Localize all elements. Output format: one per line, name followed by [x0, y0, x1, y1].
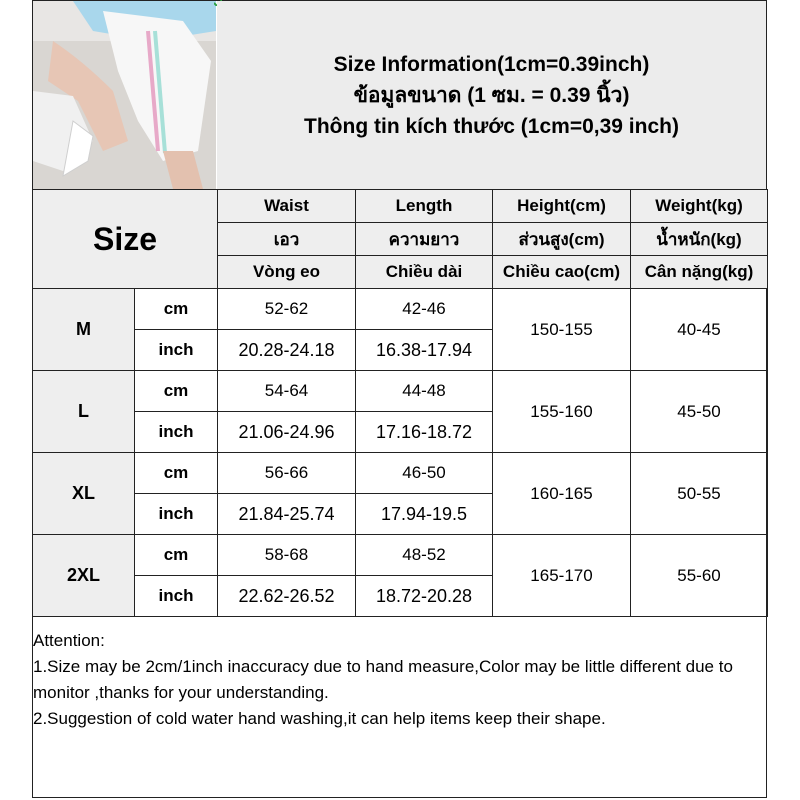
- waist-cm: 58-68: [218, 535, 356, 576]
- product-photo-illustration: [33, 1, 216, 189]
- col-waist-vi: Vòng eo: [218, 256, 356, 289]
- length-cm: 48-52: [356, 535, 493, 576]
- header-title-en: Size Information(1cm=0.39inch): [333, 52, 650, 76]
- size-column-header: Size: [33, 190, 218, 289]
- header-title-vi: Thông tin kích thước (1cm=0,39 inch): [304, 114, 679, 138]
- unit-inch: inch: [135, 576, 218, 617]
- length-inch: 17.94-19.5: [356, 494, 493, 535]
- length-cm: 42-46: [356, 289, 493, 330]
- waist-inch: 20.28-24.18: [218, 330, 356, 371]
- unit-inch: inch: [135, 412, 218, 453]
- unit-cm: cm: [135, 371, 218, 412]
- header-title-th: ข้อมูลขนาด (1 ซม. = 0.39 นิ้ว): [353, 83, 630, 107]
- col-height-en: Height(cm): [493, 190, 631, 223]
- height-value: 155-160: [493, 371, 631, 453]
- attention-notes: [33, 628, 763, 732]
- length-cm: 44-48: [356, 371, 493, 412]
- waist-inch: 22.62-26.52: [218, 576, 356, 617]
- attention-title: Attention:: [33, 631, 105, 650]
- weight-value: 45-50: [631, 371, 768, 453]
- col-height-vi: Chiều cao(cm): [493, 256, 631, 289]
- length-inch: 17.16-18.72: [356, 412, 493, 453]
- attention-note-1: 1.Size may be 2cm/1inch inaccuracy due to hand measure,Color may be little different due to monitor ,thanks for your understanding.: [33, 657, 733, 702]
- table-row: [33, 535, 768, 576]
- unit-cm: cm: [135, 289, 218, 330]
- size-table: [32, 189, 768, 617]
- waist-cm: 54-64: [218, 371, 356, 412]
- attention-note-2: 2.Suggestion of cold water hand washing,it can help items keep their shape.: [33, 709, 606, 728]
- waist-inch: 21.84-25.74: [218, 494, 356, 535]
- unit-cm: cm: [135, 453, 218, 494]
- weight-value: 40-45: [631, 289, 768, 371]
- unit-inch: inch: [135, 494, 218, 535]
- length-cm: 46-50: [356, 453, 493, 494]
- col-waist-en: Waist: [218, 190, 356, 223]
- table-row: [33, 371, 768, 412]
- size-label-xl: XL: [33, 453, 135, 535]
- size-label-m: M: [33, 289, 135, 371]
- product-photo: [33, 1, 216, 189]
- weight-value: 55-60: [631, 535, 768, 617]
- col-weight-vi: Cân nặng(kg): [631, 256, 768, 289]
- weight-value: 50-55: [631, 453, 768, 535]
- length-inch: 16.38-17.94: [356, 330, 493, 371]
- col-weight-th: น้ำหนัก(kg): [631, 223, 768, 256]
- table-row: [33, 289, 768, 330]
- height-value: 160-165: [493, 453, 631, 535]
- height-value: 165-170: [493, 535, 631, 617]
- col-weight-en: Weight(kg): [631, 190, 768, 223]
- table-row: [33, 453, 768, 494]
- height-value: 150-155: [493, 289, 631, 371]
- col-waist-th: เอว: [218, 223, 356, 256]
- unit-cm: cm: [135, 535, 218, 576]
- header-row-en: [33, 190, 768, 223]
- length-inch: 18.72-20.28: [356, 576, 493, 617]
- waist-cm: 52-62: [218, 289, 356, 330]
- col-length-vi: Chiều dài: [356, 256, 493, 289]
- unit-inch: inch: [135, 330, 218, 371]
- waist-inch: 21.06-24.96: [218, 412, 356, 453]
- size-info-header: [217, 1, 766, 189]
- size-label-2xl: 2XL: [33, 535, 135, 617]
- col-height-th: ส่วนสูง(cm): [493, 223, 631, 256]
- col-length-en: Length: [356, 190, 493, 223]
- col-length-th: ความยาว: [356, 223, 493, 256]
- size-label-l: L: [33, 371, 135, 453]
- waist-cm: 56-66: [218, 453, 356, 494]
